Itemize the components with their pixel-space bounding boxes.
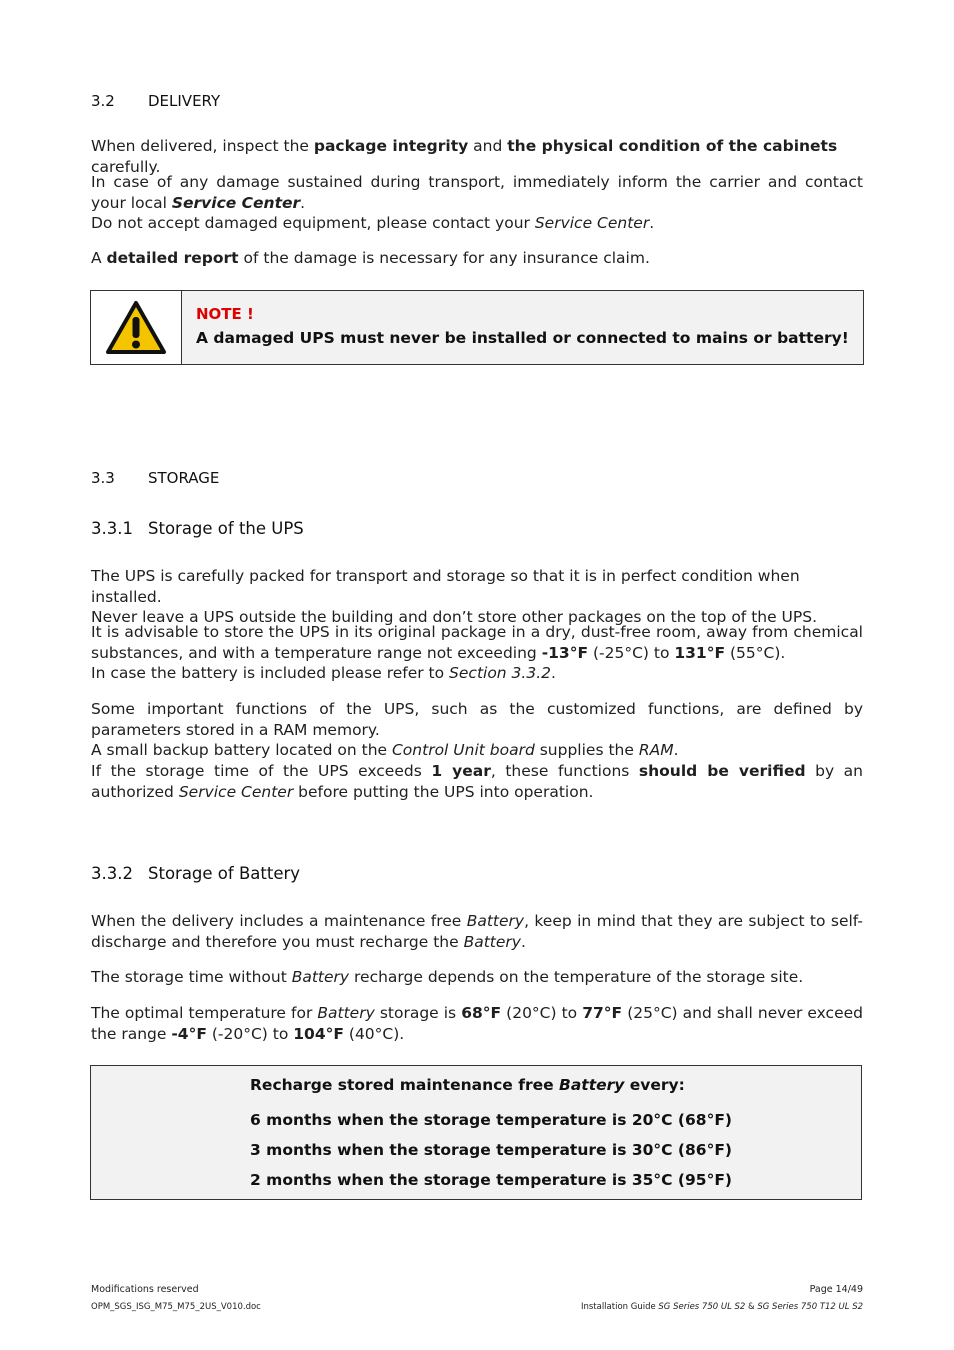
bold-text: -4°F xyxy=(171,1024,207,1043)
italic-text: RAM xyxy=(638,741,674,760)
text: If the storage time of the UPS exceeds xyxy=(91,762,432,781)
text: (20°C) to xyxy=(501,1004,583,1022)
bold-text: should be verified xyxy=(638,762,806,781)
bold-italic-text: Service Center xyxy=(171,193,301,212)
bold-text: 68°F xyxy=(461,1004,502,1022)
text: recharge depends on the temperature of the storage site. xyxy=(349,968,804,986)
italic-text: Battery xyxy=(559,1076,625,1094)
section-title: STORAGE xyxy=(148,469,220,487)
text: When the delivery includes a maintenance free xyxy=(91,912,467,930)
text: (-20°C) to xyxy=(206,1024,294,1043)
footer-document-title xyxy=(581,1302,863,1312)
italic-text: Service Center xyxy=(178,782,294,801)
text: . xyxy=(673,741,679,760)
text: and xyxy=(468,137,508,155)
text: of the damage is necessary for any insurance claim. xyxy=(238,249,650,267)
subsection-heading-storage-battery xyxy=(91,864,300,883)
text: storage is xyxy=(374,1004,462,1022)
text: carefully. xyxy=(91,157,161,176)
italic-text: Battery xyxy=(317,1004,375,1022)
note-title: NOTE ! xyxy=(196,305,254,323)
note-text-cell xyxy=(182,291,863,364)
footer-page-number: Page 14/49 xyxy=(809,1284,863,1295)
bold-text: 1 year xyxy=(431,762,491,781)
recharge-schedule-box xyxy=(90,1065,862,1200)
footer-filename: OPM_SGS_ISG_M75_M75_2US_V010.doc xyxy=(91,1302,261,1312)
text: . xyxy=(300,193,306,212)
paragraph-store-advice xyxy=(91,622,863,684)
bold-text: the physical condition of the cabinets xyxy=(507,137,838,155)
text: . xyxy=(649,214,655,233)
note-body: A damaged UPS must never be installed or connected to mains or battery! xyxy=(196,329,849,347)
text: every: xyxy=(624,1076,685,1094)
paragraph-damage xyxy=(91,172,863,234)
text: supplies the xyxy=(534,741,639,760)
text: A small backup battery located on the xyxy=(91,741,392,760)
recharge-line: 3 months when the storage temperature is 30°C (86°F) xyxy=(250,1141,733,1159)
bold-text: package integrity xyxy=(313,137,469,155)
section-number: 3.2 xyxy=(91,92,115,110)
paragraph-packing xyxy=(91,566,863,628)
italic-text: Service Center xyxy=(534,214,650,233)
text: Do not accept damaged equipment, please contact your xyxy=(91,214,535,233)
recharge-line: 6 months when the storage temperature is 20°C (68°F) xyxy=(250,1111,733,1129)
text: . xyxy=(551,664,556,683)
text: A xyxy=(91,249,107,267)
bold-text: detailed report xyxy=(106,249,239,267)
text: Some important functions of the UPS, such as the customized functions, are defined by parameters stored in a RAM memory. xyxy=(91,700,863,739)
subsection-number: 3.3.2 xyxy=(91,864,133,883)
italic-text: SG Series 750 T12 UL S2 xyxy=(757,1302,863,1312)
text: Recharge stored maintenance free xyxy=(250,1076,560,1094)
italic-text: Battery xyxy=(466,912,525,930)
paragraph-optimal-temperature xyxy=(91,1003,863,1044)
text: Installation Guide xyxy=(580,1302,659,1312)
subsection-title: Storage of Battery xyxy=(148,864,301,883)
text: The optimal temperature for xyxy=(91,1004,318,1022)
footer-modifications: Modifications reserved xyxy=(91,1284,199,1295)
text: In case the battery is included please refer to xyxy=(91,664,450,683)
text: . xyxy=(520,932,526,951)
bold-text: 131°F xyxy=(674,643,726,662)
section-title: DELIVERY xyxy=(148,92,221,110)
bold-text: 77°F xyxy=(582,1004,623,1022)
bold-text: 104°F xyxy=(293,1024,344,1043)
text: Never leave a UPS outside the building and don’t store other packages on the top of the UPS. xyxy=(91,608,818,627)
text: by an authorized xyxy=(91,762,863,801)
bold-text: -13°F xyxy=(541,643,589,662)
italic-text: Section 3.3.2 xyxy=(449,664,552,683)
paragraph-ram xyxy=(91,699,863,803)
recharge-heading xyxy=(250,1076,685,1094)
text: , these functions xyxy=(490,762,639,781)
subsection-number: 3.3.1 xyxy=(91,519,133,538)
text: (40°C). xyxy=(343,1024,405,1043)
text: The UPS is carefully packed for transport and storage so that it is in perfect condition when installed. xyxy=(91,567,800,606)
italic-text: SG Series 750 UL S2 xyxy=(658,1302,746,1312)
warning-triangle-icon xyxy=(105,300,167,356)
paragraph-battery-delivery xyxy=(91,911,863,952)
italic-text: Battery xyxy=(463,932,521,951)
section-heading-storage xyxy=(91,469,219,487)
text: (25°C) and shall never exceed the range xyxy=(91,1004,863,1043)
text: The storage time without xyxy=(91,968,292,986)
text: (-25°C) to xyxy=(588,643,675,662)
paragraph-storage-time xyxy=(91,967,863,988)
subsection-heading-storage-ups xyxy=(91,519,304,538)
section-heading-delivery xyxy=(91,92,220,110)
text: , keep in mind that they are subject to self-discharge and therefore you must recharge the xyxy=(91,912,863,951)
text: In case of any damage sustained during transport, immediately inform the carrier and contact your local xyxy=(91,173,863,212)
paragraph-report xyxy=(91,248,863,269)
subsection-title: Storage of the UPS xyxy=(148,519,304,538)
note-icon-cell xyxy=(91,291,182,364)
text: before putting the UPS into operation. xyxy=(293,782,594,801)
text: & xyxy=(745,1302,758,1312)
warning-note-box xyxy=(90,290,864,365)
recharge-line: 2 months when the storage temperature is 35°C (95°F) xyxy=(250,1171,733,1189)
italic-text: Control Unit board xyxy=(391,741,535,760)
text: (55°C). xyxy=(725,643,786,662)
text: It is advisable to store the UPS in its original package in a dry, dust-free room, away from chemical substances, and with a temperature range not exceeding xyxy=(91,623,863,662)
section-number: 3.3 xyxy=(91,469,115,487)
italic-text: Battery xyxy=(291,968,350,986)
text: When delivered, inspect the xyxy=(91,137,314,155)
